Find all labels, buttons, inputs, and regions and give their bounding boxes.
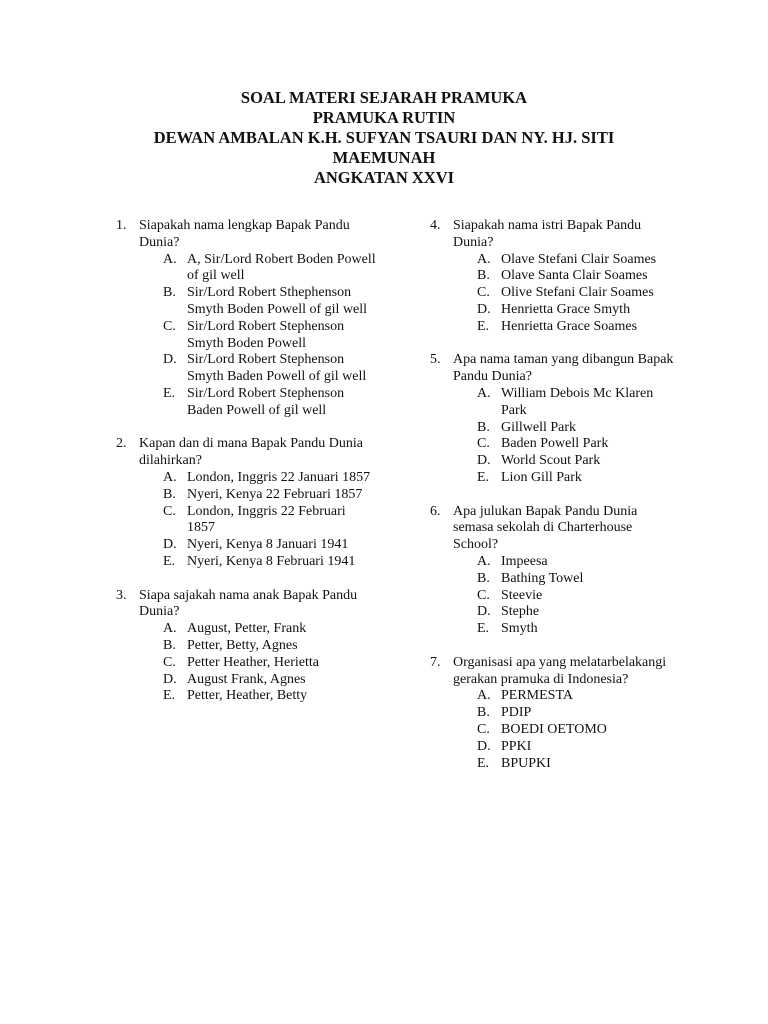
option-item (139, 386, 376, 420)
option-letter: C. (477, 721, 490, 737)
option-item (139, 672, 376, 689)
option-item (139, 621, 376, 638)
option-item (139, 688, 376, 705)
option-text: PERMESTA (501, 688, 574, 704)
option-text: Petter, Heather, Betty (187, 688, 308, 704)
option-text: Nyeri, Kenya 8 Februari 1941 (187, 553, 356, 569)
option-text: Baden Powell Park (501, 436, 609, 452)
option-item (139, 470, 376, 487)
option-text: PPKI (501, 738, 532, 754)
question-text: Organisasi apa yang melatarbelakangi gerakan pramuka di Indonesia? (453, 654, 667, 687)
left-column (116, 218, 376, 722)
option-list (453, 554, 680, 638)
option-letter: C. (477, 587, 490, 603)
option-text: Bathing Towel (501, 570, 584, 586)
option-letter: B. (163, 637, 176, 653)
option-letter: B. (477, 419, 490, 435)
question-text: Apa julukan Bapak Pandu Dunia semasa sekolah di Charterhouse School? (453, 503, 638, 553)
option-text: Petter Heather, Herietta (187, 654, 319, 670)
option-item (453, 302, 680, 319)
option-text: August Frank, Agnes (187, 671, 306, 687)
option-text: Impeesa (501, 553, 548, 569)
option-item (453, 756, 680, 773)
option-item (453, 554, 680, 571)
option-list (139, 252, 376, 420)
option-text: Lion Gill Park (501, 469, 582, 485)
option-item (453, 285, 680, 302)
option-item (453, 319, 680, 336)
question-body (453, 655, 680, 773)
question-4 (430, 218, 680, 336)
option-text: Nyeri, Kenya 8 Januari 1941 (187, 537, 349, 553)
question-1 (116, 218, 376, 420)
option-item (139, 285, 376, 319)
option-letter: D. (477, 453, 491, 469)
option-text: Olave Stefani Clair Soames (501, 251, 657, 267)
option-text: Henrietta Grace Soames (501, 318, 638, 334)
option-list (453, 386, 680, 487)
option-item (453, 268, 680, 285)
option-letter: D. (163, 537, 177, 553)
option-list (453, 688, 680, 772)
question-body (453, 218, 680, 336)
option-text: World Scout Park (501, 453, 601, 469)
question-text: Apa nama taman yang dibangun Bapak Pandu Dunia? (453, 352, 674, 385)
option-item (453, 722, 680, 739)
option-letter: D. (477, 604, 491, 620)
option-text: Stephe (501, 604, 540, 620)
option-letter: E. (163, 553, 176, 569)
option-text: Sir/Lord Robert Stephenson Smyth Boden Powell (187, 318, 345, 351)
option-letter: D. (163, 671, 177, 687)
question-number: 3. (116, 587, 127, 603)
title-line-4: MAEMUNAH (332, 148, 436, 167)
option-letter: B. (163, 285, 176, 301)
option-text: William Debois Mc Klaren Park (501, 385, 654, 418)
option-letter: C. (477, 285, 490, 301)
option-text: Nyeri, Kenya 22 Februari 1857 (187, 486, 363, 502)
option-text: PDIP (501, 705, 532, 721)
option-item (453, 386, 680, 420)
title-line-5: ANGKATAN XXVI (313, 168, 455, 187)
option-letter: C. (163, 654, 176, 670)
option-letter: A. (163, 469, 177, 485)
right-column (430, 218, 680, 789)
option-letter: B. (477, 570, 490, 586)
question-number: 5. (430, 352, 441, 368)
option-text: Gillwell Park (501, 419, 577, 435)
option-letter: D. (477, 301, 491, 317)
option-text: London, Inggris 22 Januari 1857 (187, 469, 371, 485)
option-item (139, 252, 376, 286)
option-letter: B. (477, 705, 490, 721)
question-text: Kapan dan di mana Bapak Pandu Dunia dilahirkan? (139, 436, 363, 469)
option-letter: D. (163, 352, 177, 368)
option-letter: B. (477, 268, 490, 284)
option-text: BOEDI OETOMO (501, 721, 607, 737)
document-title (100, 88, 668, 188)
option-letter: C. (477, 436, 490, 452)
option-letter: D. (477, 738, 491, 754)
question-body (139, 588, 376, 706)
question-body (139, 218, 376, 420)
title-line-3: DEWAN AMBALAN K.H. SUFYAN TSAURI DAN NY. HJ. SITI (153, 128, 615, 147)
option-item (453, 705, 680, 722)
option-list (139, 621, 376, 705)
option-item (453, 571, 680, 588)
question-text: Siapa sajakah nama anak Bapak Pandu Dunia? (139, 587, 358, 620)
option-item (453, 621, 680, 638)
option-letter: A. (163, 621, 177, 637)
option-item (453, 604, 680, 621)
option-text: Petter, Betty, Agnes (187, 637, 298, 653)
option-letter: E. (163, 688, 176, 704)
option-letter: C. (163, 318, 176, 334)
option-text: London, Inggris 22 Februari 1857 (187, 503, 346, 536)
option-item (453, 453, 680, 470)
option-item (139, 319, 376, 353)
question-7 (430, 655, 680, 773)
option-text: Smyth (501, 621, 538, 637)
title-line-2: PRAMUKA RUTIN (312, 108, 456, 127)
question-text: Siapakah nama istri Bapak Pandu Dunia? (453, 218, 642, 250)
option-letter: E. (477, 755, 490, 771)
option-text: Sir/Lord Robert Stephenson Smyth Baden Powell of gil well (187, 352, 367, 385)
option-item (139, 487, 376, 504)
option-letter: A. (163, 251, 177, 267)
question-body (139, 436, 376, 570)
question-number: 4. (430, 218, 441, 233)
option-text: Henrietta Grace Smyth (501, 301, 631, 317)
question-body (453, 352, 680, 486)
option-list (139, 470, 376, 571)
option-letter: E. (477, 621, 490, 637)
option-text: A, Sir/Lord Robert Boden Powell of gil well (187, 251, 376, 284)
option-text: Olive Stefani Clair Soames (501, 285, 654, 301)
option-item (139, 504, 376, 538)
option-list (453, 252, 680, 336)
option-letter: C. (163, 503, 176, 519)
option-text: August, Petter, Frank (187, 621, 307, 637)
question-2 (116, 436, 376, 570)
option-text: Sir/Lord Robert Stephenson Baden Powell of gil well (187, 385, 345, 418)
question-number: 7. (430, 654, 441, 670)
option-text: Sir/Lord Robert Sthephenson Smyth Boden Powell of gil well (187, 285, 368, 317)
option-item (139, 655, 376, 672)
option-letter: E. (477, 469, 490, 485)
option-letter: B. (163, 486, 176, 502)
option-item (453, 252, 680, 269)
option-item (453, 588, 680, 605)
option-letter: A. (477, 251, 491, 267)
option-text: BPUPKI (501, 755, 551, 771)
question-number: 1. (116, 218, 127, 233)
question-text: Siapakah nama lengkap Bapak Pandu Dunia? (139, 218, 350, 250)
option-item (139, 352, 376, 386)
option-item (453, 420, 680, 437)
option-item (453, 739, 680, 756)
question-3 (116, 588, 376, 706)
option-item (139, 638, 376, 655)
option-item (453, 436, 680, 453)
option-letter: A. (477, 553, 491, 569)
question-body (453, 504, 680, 638)
option-item (453, 688, 680, 705)
question-number: 2. (116, 436, 127, 452)
question-number: 6. (430, 503, 441, 519)
option-letter: A. (477, 688, 491, 704)
option-text: Steevie (501, 587, 543, 603)
option-letter: E. (477, 318, 490, 334)
option-item (453, 470, 680, 487)
option-item (139, 537, 376, 554)
question-6 (430, 504, 680, 638)
question-5 (430, 352, 680, 486)
option-text: Olave Santa Clair Soames (501, 268, 648, 284)
option-letter: E. (163, 385, 176, 401)
option-letter: A. (477, 385, 491, 401)
option-item (139, 554, 376, 571)
title-line-1: SOAL MATERI SEJARAH PRAMUKA (240, 88, 528, 107)
